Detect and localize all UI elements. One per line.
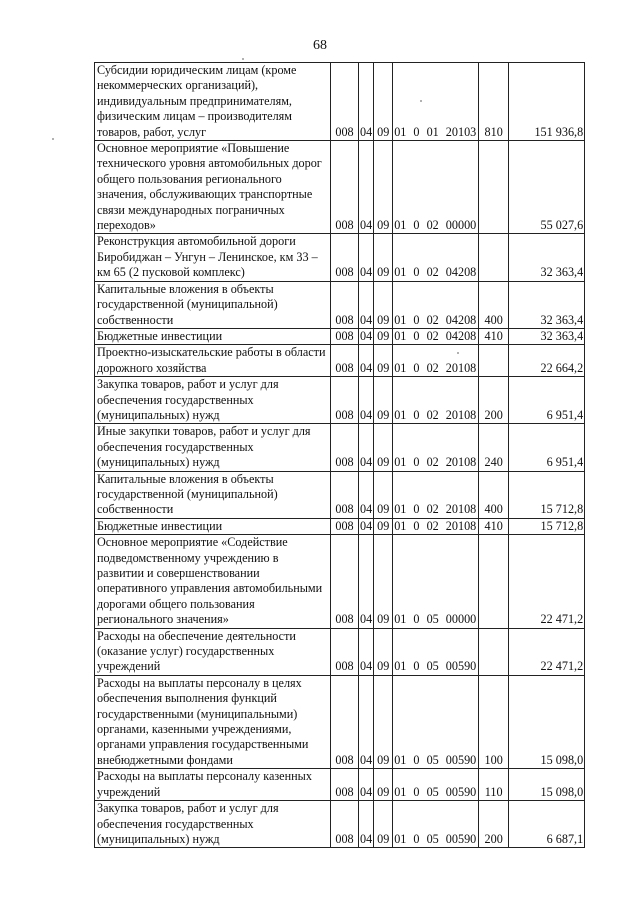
rz-code: 04 (359, 801, 374, 848)
rz-code: 04 (359, 471, 374, 518)
ved-code: 008 (331, 424, 359, 471)
row-name: Закупка товаров, работ и услуг для обеспечения государственных (муниципальных) нужд (95, 801, 331, 848)
ved-code: 008 (331, 675, 359, 768)
rz-code: 04 (359, 281, 374, 328)
table-row (95, 345, 585, 377)
table-row (95, 535, 585, 628)
ved-code: 008 (331, 345, 359, 377)
cs-code: 01 0 05 00590 (393, 675, 479, 768)
row-name: Расходы на выплаты персоналу казенных учреждений (95, 769, 331, 801)
pr-code: 09 (374, 801, 393, 848)
row-sum: 15 098,0 (509, 769, 585, 801)
row-sum: 151 936,8 (509, 63, 585, 141)
cs-code: 01 0 02 00000 (393, 141, 479, 234)
row-name: Основное мероприятие «Повышение технического уровня автомобильных дорог общего пользования регионального значения, обслуживающих транспортные связи международных пограничных переходов» (95, 141, 331, 234)
table-row (95, 141, 585, 234)
table-row (95, 281, 585, 328)
vr-code: 410 (479, 518, 509, 534)
row-name: Расходы на обеспечение деятельности (оказание услуг) государственных учреждений (95, 628, 331, 675)
pr-code: 09 (374, 424, 393, 471)
row-sum: 15 712,8 (509, 471, 585, 518)
pr-code: 09 (374, 234, 393, 281)
row-sum: 6 951,4 (509, 424, 585, 471)
budget-table (94, 62, 585, 848)
cs-code: 01 0 02 04208 (393, 234, 479, 281)
ved-code: 008 (331, 535, 359, 628)
rz-code: 04 (359, 628, 374, 675)
vr-code: 100 (479, 675, 509, 768)
row-sum: 22 471,2 (509, 535, 585, 628)
row-name: Капитальные вложения в объекты государственной (муниципальной) собственности (95, 471, 331, 518)
row-name: Основное мероприятие «Содействие подведомственному учреждению в развитии и совершенствовании оперативного управления автомобильными дорогами общего пользования регионального значения» (95, 535, 331, 628)
vr-code: 240 (479, 424, 509, 471)
ved-code: 008 (331, 471, 359, 518)
pr-code: 09 (374, 675, 393, 768)
rz-code: 04 (359, 769, 374, 801)
pr-code: 09 (374, 377, 393, 424)
row-name: Закупка товаров, работ и услуг для обеспечения государственных (муниципальных) нужд (95, 377, 331, 424)
rz-code: 04 (359, 675, 374, 768)
rz-code: 04 (360, 518, 373, 533)
row-sum: 32 363,4 (509, 328, 585, 344)
page-number: 68 (313, 38, 327, 53)
row-sum: 15 712,8 (509, 518, 585, 534)
pr-code: 09 (374, 518, 393, 534)
row-sum: 22 471,2 (509, 628, 585, 675)
pr-code: 09 (374, 281, 393, 328)
table-row (95, 801, 585, 848)
pr-code: 09 (374, 471, 393, 518)
vr-code (479, 345, 509, 377)
row-sum: 6 687,1 (509, 801, 585, 848)
rz-code: 04 (360, 328, 373, 343)
pr-code: 09 (374, 63, 393, 141)
rz-code: 04 (359, 535, 374, 628)
row-sum: 22 664,2 (509, 345, 585, 377)
vr-code: 400 (479, 471, 509, 518)
vr-code: 200 (479, 801, 509, 848)
table-row (95, 234, 585, 281)
rz-code: 04 (359, 345, 374, 377)
pr-code: 09 (374, 535, 393, 628)
cs-code: 01 0 05 00000 (393, 535, 479, 628)
row-name: Субсидии юридическим лицам (кроме некоммерческих организаций), индивидуальным предпринимателям, физическим лицам – производителям товаров, работ, услуг (95, 63, 331, 141)
cs-code: 01 0 02 20108 (393, 471, 479, 518)
ved-code: 008 (331, 801, 359, 848)
rz-code: 04 (359, 377, 374, 424)
ved-code: 008 (331, 769, 359, 801)
table-row (95, 769, 585, 801)
pr-code: 09 (374, 141, 393, 234)
row-sum: 6 951,4 (509, 377, 585, 424)
row-name: Иные закупки товаров, работ и услуг для обеспечения государственных (муниципальных) нужд (95, 424, 331, 471)
vr-code: 110 (479, 769, 509, 801)
rz-code: 04 (359, 234, 374, 281)
vr-code: 410 (479, 328, 509, 344)
table-row (95, 328, 585, 344)
cs-code: 01 0 02 20108 (393, 518, 479, 534)
ved-code: 008 (331, 141, 359, 234)
table-row (95, 675, 585, 768)
row-name: Капитальные вложения в объекты государственной (муниципальной) собственности (95, 281, 331, 328)
cs-code: 01 0 05 00590 (393, 801, 479, 848)
table-row (95, 628, 585, 675)
ved-code: 008 (331, 63, 359, 141)
table-row (95, 424, 585, 471)
cs-code: 01 0 02 04208 (393, 328, 479, 344)
vr-code: 200 (479, 377, 509, 424)
ved-code: 008 (331, 234, 359, 281)
vr-code (479, 535, 509, 628)
pr-code: 09 (374, 345, 393, 377)
row-name: Реконструкция автомобильной дороги Биробиджан – Унгун – Ленинское, км 33 – км 65 (2 пусковой комплекс) (95, 234, 331, 281)
rz-code: 04 (359, 141, 374, 234)
rz-code: 04 (359, 424, 374, 471)
vr-code (479, 234, 509, 281)
ved-code: 008 (331, 628, 359, 675)
row-name: Расходы на выплаты персоналу в целях обеспечения выполнения функций государственными (муниципальными) органами, казенными учреждениями, органами управления государственными внебюджетными фондами (95, 675, 331, 768)
cs-code: 01 0 02 04208 (393, 281, 479, 328)
cs-code: 01 0 05 00590 (393, 769, 479, 801)
rz-code: 04 (359, 63, 374, 141)
cs-code: 01 0 01 20103 (393, 63, 479, 141)
row-name: Проектно-изыскательские работы в области дорожного хозяйства (95, 345, 331, 377)
table-row (95, 471, 585, 518)
table-row (95, 518, 585, 534)
row-sum: 55 027,6 (509, 141, 585, 234)
row-sum: 32 363,4 (509, 234, 585, 281)
cs-code: 01 0 02 20108 (393, 424, 479, 471)
row-name: Бюджетные инвестиции (95, 518, 331, 534)
pr-code: 09 (374, 769, 393, 801)
vr-code (479, 141, 509, 234)
ved-code: 008 (331, 518, 359, 534)
cs-code: 01 0 02 20108 (393, 377, 479, 424)
table-row (95, 377, 585, 424)
ved-code: 008 (331, 377, 359, 424)
pr-code: 09 (374, 628, 393, 675)
pr-code: 09 (374, 328, 393, 344)
vr-code: 400 (479, 281, 509, 328)
ved-code: 008 (331, 328, 359, 344)
table-row (95, 63, 585, 141)
row-sum: 15 098,0 (509, 675, 585, 768)
row-name: Бюджетные инвестиции (95, 328, 331, 344)
ved-code: 008 (331, 281, 359, 328)
vr-code (479, 628, 509, 675)
row-sum: 32 363,4 (509, 281, 585, 328)
cs-code: 01 0 02 20108 (393, 345, 479, 377)
vr-code: 810 (479, 63, 509, 141)
cs-code: 01 0 05 00590 (393, 628, 479, 675)
